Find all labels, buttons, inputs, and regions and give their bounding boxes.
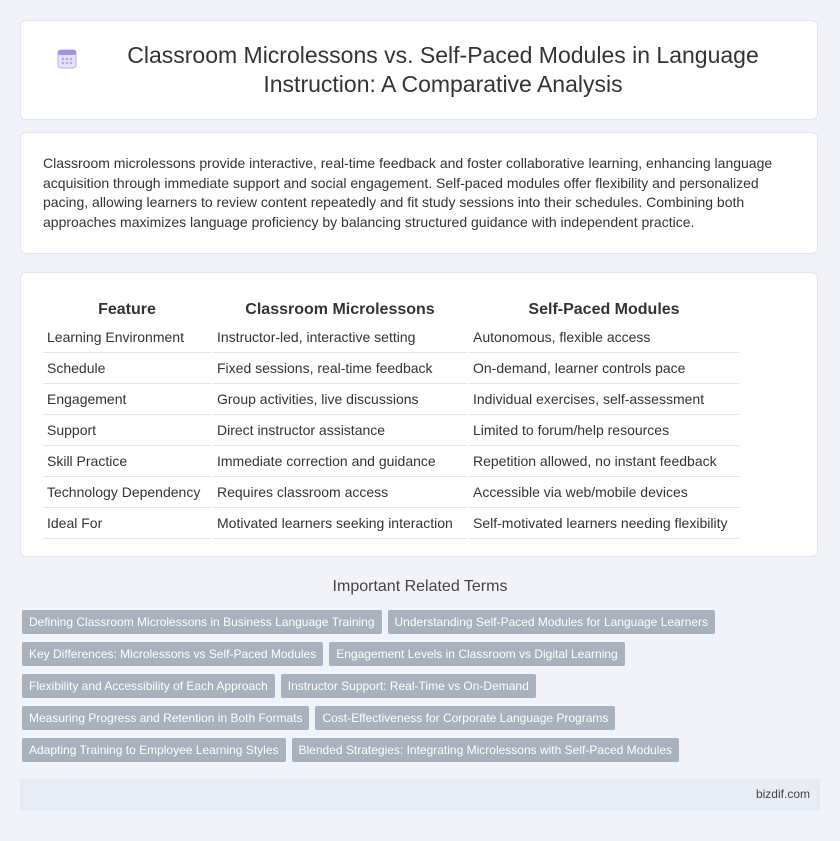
table-row	[43, 322, 739, 353]
table-cell: Support	[43, 415, 211, 446]
table-cell: Direct instructor assistance	[213, 415, 467, 446]
intro-card	[20, 132, 818, 254]
table-cell: Motivated learners seeking interaction	[213, 508, 467, 539]
table-cell: Fixed sessions, real-time feedback	[213, 353, 467, 384]
table-cell: Technology Dependency	[43, 477, 211, 508]
table-cell: Instructor-led, interactive setting	[213, 322, 467, 353]
table-cell: Repetition allowed, no instant feedback	[469, 446, 739, 477]
table-cell: Immediate correction and guidance	[213, 446, 467, 477]
footer	[20, 778, 820, 810]
table-cell: Individual exercises, self-assessment	[469, 384, 739, 415]
tag-row	[22, 610, 822, 634]
related-term-link[interactable]: Blended Strategies: Integrating Microlessons with Self-Paced Modules	[292, 738, 680, 762]
table-header-row	[43, 294, 739, 322]
related-term-link[interactable]: Adapting Training to Employee Learning Styles	[22, 738, 286, 762]
related-term-link[interactable]: Understanding Self-Paced Modules for Language Learners	[388, 610, 716, 634]
tag-row	[22, 674, 822, 698]
related-term-link[interactable]: Measuring Progress and Retention in Both Formats	[22, 706, 309, 730]
related-term-link[interactable]: Instructor Support: Real-Time vs On-Demand	[281, 674, 536, 698]
table-row	[43, 353, 739, 384]
related-term-link[interactable]: Cost-Effectiveness for Corporate Language Programs	[315, 706, 615, 730]
table-cell: Ideal For	[43, 508, 211, 539]
tag-row	[22, 706, 822, 730]
column-header-self-paced: Self-Paced Modules	[528, 301, 680, 318]
related-term-link[interactable]: Defining Classroom Microlessons in Business Language Training	[22, 610, 382, 634]
related-terms-title: Important Related Terms	[332, 578, 508, 595]
related-term-link[interactable]: Engagement Levels in Classroom vs Digital Learning	[329, 642, 624, 666]
header-card	[20, 20, 818, 120]
tag-row	[22, 642, 822, 666]
table-row	[43, 477, 739, 508]
table-cell: Schedule	[43, 353, 211, 384]
intro-text: Classroom microlessons provide interactive, real-time feedback and foster collaborative learning, enhancing language acquisition through immediate support and social engagement. Self-paced modules offer flexibility and personalized pacing, allowing learners to review content repeatedly and fit study sessions into their schedules. Combining both approaches maximizes language proficiency by balancing structured guidance with independent practice.	[43, 155, 773, 230]
table-row	[43, 384, 739, 415]
calendar-icon	[55, 47, 79, 71]
column-header-feature: Feature	[98, 301, 156, 318]
comparison-table-card	[20, 272, 818, 557]
table-row	[43, 508, 739, 539]
tag-row	[22, 738, 822, 762]
table-cell: On-demand, learner controls pace	[469, 353, 739, 384]
column-header-classroom: Classroom Microlessons	[245, 301, 435, 318]
table-row	[43, 446, 739, 477]
related-term-link[interactable]: Flexibility and Accessibility of Each Approach	[22, 674, 275, 698]
table-cell: Engagement	[43, 384, 211, 415]
table-row	[43, 415, 739, 446]
table-cell: Group activities, live discussions	[213, 384, 467, 415]
footer-site-link[interactable]: bizdif.com	[755, 787, 810, 801]
table-cell: Self-motivated learners needing flexibility	[469, 508, 739, 539]
related-terms-list	[22, 610, 822, 770]
table-cell: Requires classroom access	[213, 477, 467, 508]
table-cell: Limited to forum/help resources	[469, 415, 739, 446]
table-cell: Accessible via web/mobile devices	[469, 477, 739, 508]
table-cell: Autonomous, flexible access	[469, 322, 739, 353]
page-title: Classroom Microlessons vs. Self-Paced Modules in Language Instruction: A Comparative Analysis	[127, 42, 759, 97]
table-cell: Skill Practice	[43, 446, 211, 477]
related-term-link[interactable]: Key Differences: Microlessons vs Self-Paced Modules	[22, 642, 323, 666]
table-cell: Learning Environment	[43, 322, 211, 353]
comparison-table	[41, 294, 741, 539]
